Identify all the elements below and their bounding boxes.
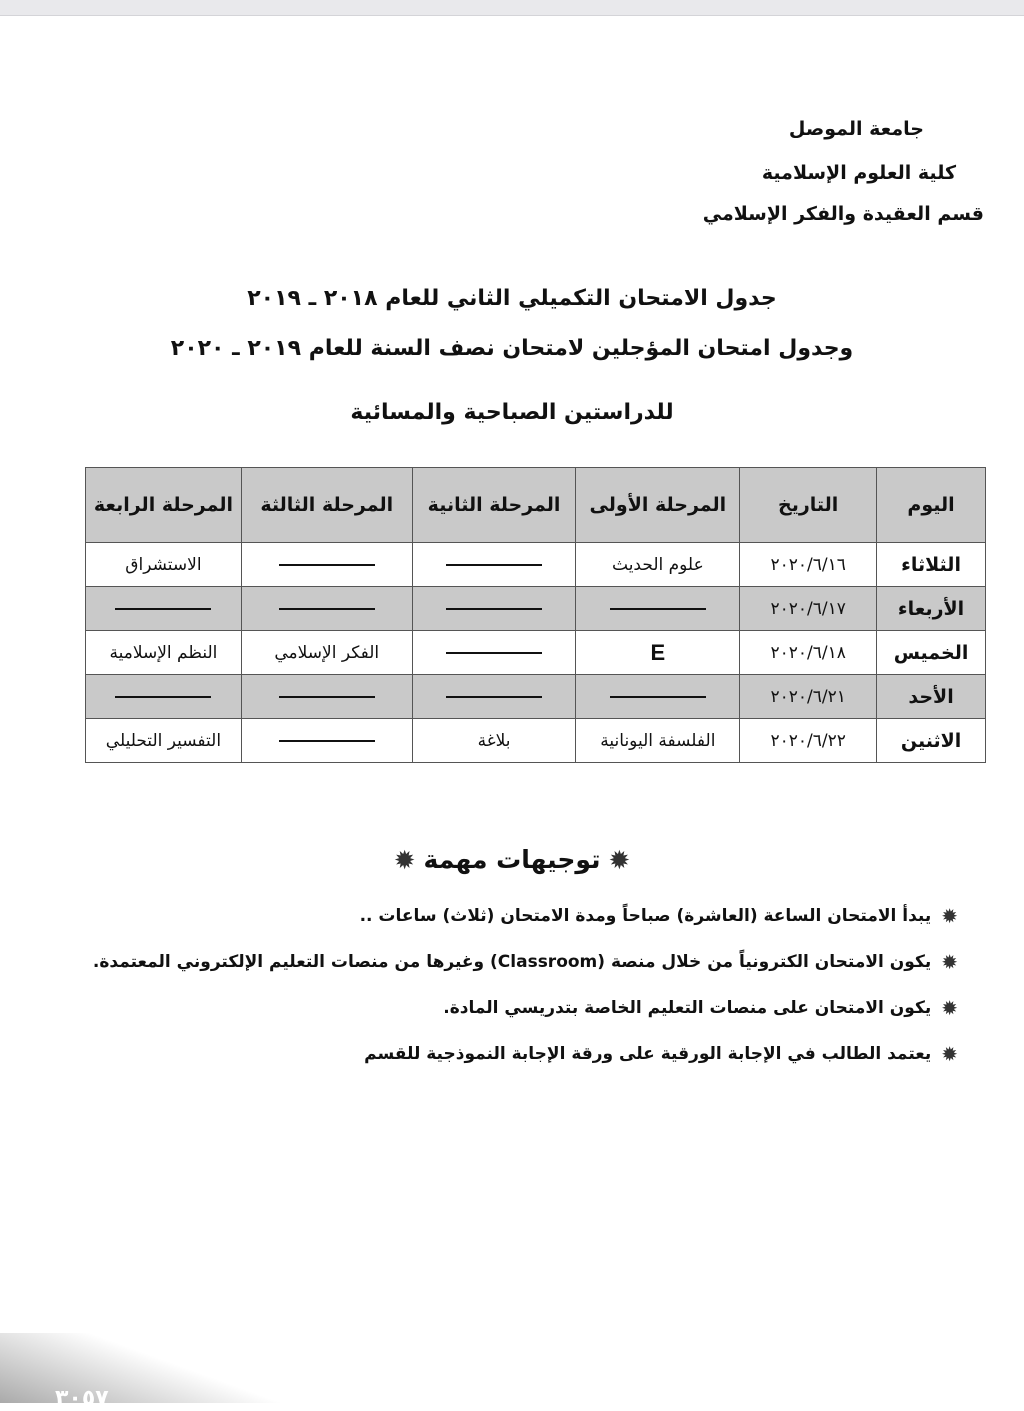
notes-list (93, 900, 958, 1084)
empty-dash (446, 608, 542, 610)
ornament-bullet-icon: ✹ (941, 1042, 958, 1066)
subject-cell: E (576, 631, 740, 675)
subject-cell: الفكر الإسلامي (241, 631, 412, 675)
column-header: المرحلة الثالثة (241, 468, 412, 543)
college-name: كلية العلوم الإسلامية (761, 162, 956, 184)
note-text: يكون الامتحان الكترونياً من خلال منصة (Classroom) وغيرها من منصات التعليم الإلكتروني المعتمدة. (92, 952, 932, 972)
table-row (86, 631, 986, 675)
column-header: المرحلة الثانية (412, 468, 576, 543)
note-text: يكون الامتحان على منصات التعليم الخاصة بتدريسي المادة. (443, 998, 932, 1018)
note-text: يعتمد الطالب في الإجابة الورقية على ورقة الإجابة النموذجية للقسم (364, 1044, 932, 1064)
ornament-bullet-icon: ✹ (941, 996, 958, 1020)
date-cell: ٢٠٢٠/٦/٢٢ (740, 719, 877, 763)
empty-dash (279, 564, 375, 566)
note-item (93, 992, 958, 1038)
note-item (93, 900, 958, 946)
note-item (93, 1038, 958, 1084)
subject-cell: بلاغة (412, 719, 576, 763)
title-line-2: وجدول امتحان المؤجلين لامتحان نصف السنة للعام ٢٠١٩ ـ ٢٠٢٠ (170, 336, 854, 361)
day-cell: الأحد (877, 675, 986, 719)
subject-cell: علوم الحديث (576, 543, 740, 587)
subject-cell (241, 675, 412, 719)
subject-cell: الاستشراق (86, 543, 242, 587)
notes-title: توجيهات مهمة (423, 845, 601, 874)
column-header: التاريخ (740, 468, 877, 543)
column-header: المرحلة الأولى (576, 468, 740, 543)
ornament-bullet-icon: ✹ (941, 904, 958, 928)
empty-dash (279, 608, 375, 610)
date-cell: ٢٠٢٠/٦/٢١ (740, 675, 877, 719)
table-row (86, 719, 986, 763)
empty-dash (446, 652, 542, 654)
table-row (86, 587, 986, 631)
subject-cell (86, 587, 242, 631)
top-bar (0, 0, 1024, 16)
subject-cell: التفسير التحليلي (86, 719, 242, 763)
ornament-star-icon: ✹ (608, 846, 631, 876)
subject-cell (412, 675, 576, 719)
empty-dash (446, 696, 542, 698)
empty-dash (279, 740, 375, 742)
subject-cell (241, 719, 412, 763)
empty-dash (279, 696, 375, 698)
day-cell: الاثنين (877, 719, 986, 763)
subject-cell (241, 543, 412, 587)
table-row (86, 675, 986, 719)
page-number-fragment: ٣٠٥٧ (55, 1386, 109, 1411)
note-text: يبدأ الامتحان الساعة (العاشرة) صباحاً ومدة الامتحان (ثلاث) ساعات .. (359, 906, 932, 926)
day-cell: الأربعاء (877, 587, 986, 631)
subject-cell (86, 675, 242, 719)
day-cell: الخميس (877, 631, 986, 675)
empty-dash (610, 608, 706, 610)
table-row (86, 543, 986, 587)
note-item (93, 946, 958, 992)
subject-cell (241, 587, 412, 631)
subject-cell (576, 675, 740, 719)
title-line-3: للدراستين الصباحية والمسائية (350, 400, 674, 425)
ornament-star-icon: ✹ (393, 846, 416, 876)
ornament-bullet-icon: ✹ (941, 950, 958, 974)
empty-dash (115, 696, 211, 698)
subject-cell (412, 587, 576, 631)
table-header-row (86, 468, 986, 543)
empty-dash (115, 608, 211, 610)
date-cell: ٢٠٢٠/٦/١٧ (740, 587, 877, 631)
subject-cell: النظم الإسلامية (86, 631, 242, 675)
column-header: اليوم (877, 468, 986, 543)
subject-cell (412, 543, 576, 587)
notes-heading (0, 845, 1024, 876)
column-header: المرحلة الرابعة (86, 468, 242, 543)
exam-schedule-table (85, 467, 986, 763)
day-cell: الثلاثاء (877, 543, 986, 587)
date-cell: ٢٠٢٠/٦/١٨ (740, 631, 877, 675)
empty-dash (610, 696, 706, 698)
department-name: قسم العقيدة والفكر الإسلامي (702, 203, 984, 225)
empty-dash (446, 564, 542, 566)
subject-cell: الفلسفة اليونانية (576, 719, 740, 763)
page-corner-shadow (0, 1333, 320, 1403)
title-line-1: جدول الامتحان التكميلي الثاني للعام ٢٠١٨ ـ ٢٠١٩ (247, 286, 777, 311)
subject-cell (576, 587, 740, 631)
date-cell: ٢٠٢٠/٦/١٦ (740, 543, 877, 587)
subject-cell (412, 631, 576, 675)
university-name: جامعة الموصل (788, 118, 924, 140)
